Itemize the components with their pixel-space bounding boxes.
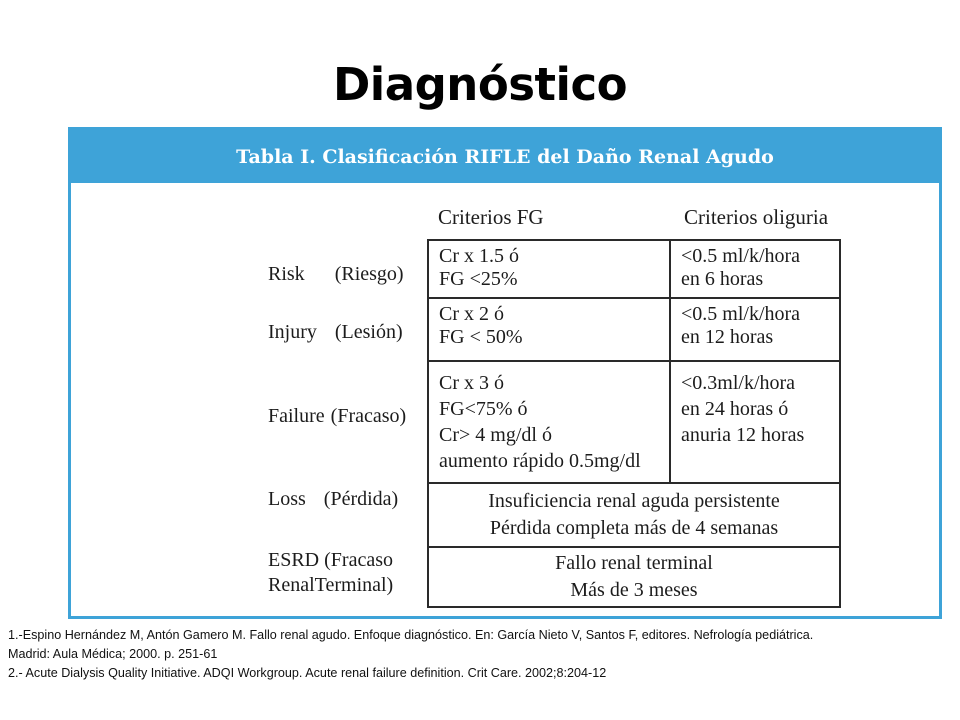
cell-line: Cr x 3 ó [439, 372, 504, 394]
cell-line: Cr x 1.5 ó [439, 245, 519, 267]
cell-line: en 24 horas ó [681, 398, 789, 420]
cell-line: FG <25% [439, 268, 518, 290]
cell-injury-fg [427, 297, 671, 362]
cell-risk-oliguria [669, 239, 841, 299]
cell-line: en 6 horas [681, 268, 764, 290]
row-label-en: Failure [268, 405, 325, 427]
reference-line: 1.-Espino Hernández M, Antón Gamero M. Fallo renal agudo. Enfoque diagnóstico. En: García Nieto V, Santos F, editores. Nefrología pediátrica. [8, 628, 814, 642]
cell-line: <0.5 ml/k/hora [681, 245, 801, 267]
cell-line: FG<75% ó [439, 398, 528, 420]
cell-failure-oliguria [669, 360, 841, 484]
row-label-failure [268, 405, 406, 428]
cell-line: <0.5 ml/k/hora [681, 303, 801, 325]
cell-line: anuria 12 horas [681, 424, 805, 446]
cell-line: Pérdida completa más de 4 semanas [489, 517, 779, 539]
cell-line: Cr x 2 ó [439, 303, 504, 325]
column-header-fg: Criterios FG [438, 205, 544, 229]
table-caption: Tabla I. Clasificación RIFLE del Daño Renal Agudo [71, 130, 939, 183]
column-header-oliguria: Criterios oliguria [684, 205, 829, 229]
cell-line: <0.3ml/k/hora [681, 372, 796, 394]
row-label-risk [268, 263, 404, 286]
cell-esrd-merged [427, 546, 841, 608]
cell-line: aumento rápido 0.5mg/dl [439, 450, 641, 472]
cell-loss-merged [427, 482, 841, 548]
references [8, 626, 958, 683]
cell-line: en 12 horas [681, 326, 774, 348]
criteria-grid [427, 239, 841, 605]
row-label-es: (Pérdida) [323, 488, 399, 510]
row-label-es: (Fracaso) [330, 405, 407, 427]
cell-injury-oliguria [669, 297, 841, 362]
cell-line: Cr> 4 mg/dl ó [439, 424, 552, 446]
row-label-line: ESRD (Fracaso [268, 549, 393, 571]
cell-risk-fg [427, 239, 671, 299]
cell-line: Más de 3 meses [570, 579, 698, 601]
row-label-loss [268, 488, 398, 511]
row-label-es: (Lesión) [334, 321, 403, 343]
cell-line: FG < 50% [439, 326, 523, 348]
row-label-es: (Riesgo) [334, 263, 404, 285]
reference-line: 2.- Acute Dialysis Quality Initiative. ADQI Workgroup. Acute renal failure definition. Crit Care. 2002;8:204-12 [8, 666, 607, 680]
row-label-en: Injury [268, 321, 317, 343]
slide-title: Diagnóstico [332, 58, 628, 111]
row-label-en: Loss [268, 488, 306, 510]
cell-failure-fg [427, 360, 671, 484]
row-label-en: Risk [268, 263, 305, 285]
cell-line: Fallo renal terminal [555, 552, 713, 574]
row-label-line: RenalTerminal) [268, 574, 394, 596]
cell-line: Insuficiencia renal aguda persistente [488, 490, 780, 512]
row-label-esrd [268, 548, 393, 598]
row-label-injury [268, 321, 403, 344]
reference-line: Madrid: Aula Médica; 2000. p. 251-61 [8, 647, 218, 661]
